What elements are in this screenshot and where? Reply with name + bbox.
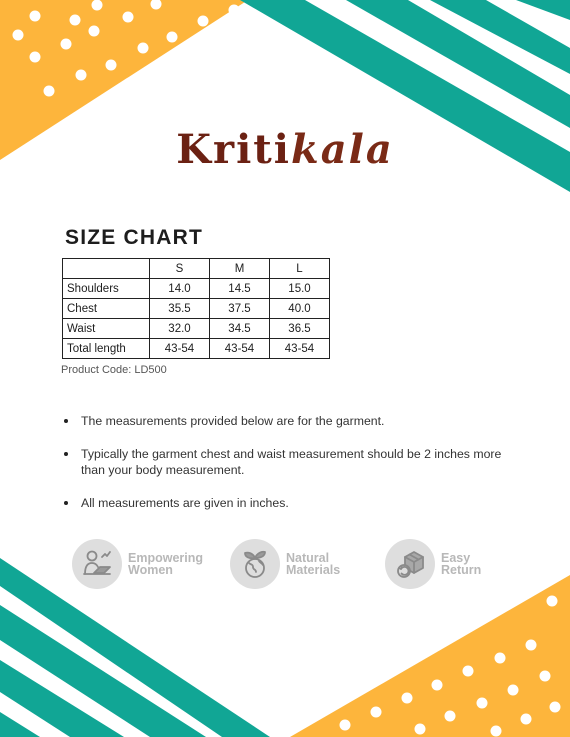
table-cell: 40.0 <box>270 299 330 319</box>
badge-line2: Return <box>441 563 482 577</box>
measurement-notes <box>63 413 513 528</box>
column-header: M <box>210 259 270 279</box>
list-item: Typically the garment chest and waist measurement should be 2 inches more than your body measurement. <box>63 446 513 478</box>
top-right-teal-stripe <box>516 0 570 20</box>
table-row <box>63 319 330 339</box>
table-cell: 37.5 <box>210 299 270 319</box>
return-box-icon <box>385 539 435 589</box>
table-cell: 32.0 <box>150 319 210 339</box>
row-label: Waist <box>63 319 150 339</box>
table-row <box>63 299 330 319</box>
column-header: L <box>270 259 330 279</box>
table-corner-cell <box>63 259 150 279</box>
list-item: The measurements provided below are for the garment. <box>63 413 513 429</box>
column-header: S <box>150 259 210 279</box>
brand-logo-part1: Kriti <box>176 126 291 173</box>
table-header-row <box>63 259 330 279</box>
badge-line1: Empowering <box>128 550 204 565</box>
badge-empowering-women <box>72 538 203 590</box>
brand-logo-part2: kala <box>290 126 394 173</box>
badge-line1: Easy <box>441 550 471 565</box>
product-code: Product Code: LD500 <box>61 364 167 376</box>
table-cell: 14.5 <box>210 279 270 299</box>
row-label: Chest <box>63 299 150 319</box>
badge-line2: Materials <box>286 563 341 577</box>
row-label: Shoulders <box>63 279 150 299</box>
badge-line2: Women <box>128 563 173 577</box>
table-cell: 15.0 <box>270 279 330 299</box>
table-cell: 43-54 <box>210 339 270 359</box>
table-row <box>63 279 330 299</box>
table-row <box>63 339 330 359</box>
earth-leaf-icon <box>230 539 280 589</box>
woman-laptop-icon <box>72 539 122 589</box>
bottom-left-teal-stripe <box>0 712 40 737</box>
table-cell: 14.0 <box>150 279 210 299</box>
badge-easy-return <box>385 538 481 590</box>
size-chart-title: SIZE CHART <box>65 226 203 249</box>
badge-natural-materials <box>230 538 340 590</box>
table-cell: 36.5 <box>270 319 330 339</box>
badge-line1: Natural <box>286 550 330 565</box>
table-cell: 43-54 <box>150 339 210 359</box>
brand-logo <box>0 126 570 173</box>
row-label: Total length <box>63 339 150 359</box>
table-cell: 35.5 <box>150 299 210 319</box>
table-cell: 34.5 <box>210 319 270 339</box>
list-item: All measurements are given in inches. <box>63 495 513 511</box>
size-chart-table <box>62 258 330 359</box>
table-cell: 43-54 <box>270 339 330 359</box>
bottom-right-orange-triangle <box>290 575 570 737</box>
bottom-left-teal-stripe <box>0 605 206 737</box>
